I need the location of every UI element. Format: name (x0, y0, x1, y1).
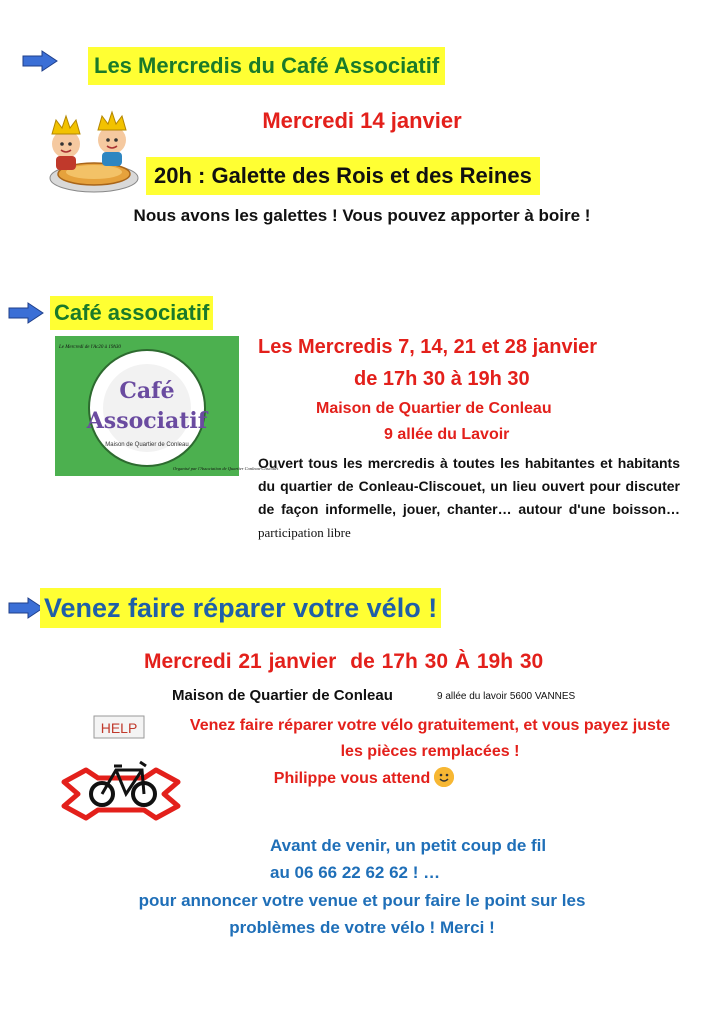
description-text: Ouvert tous les mercredis à toutes les habitantes et habitants du quartier de Conleau-Cliscouet, un lieu ouvert pour discuter de façon informelle, jouer, chanter… autour d'une boisson… (258, 455, 680, 517)
section2-title: Café associatif (50, 296, 213, 330)
section1-event: 20h : Galette des Rois et des Reines (146, 157, 540, 195)
section1-title: Les Mercredis du Café Associatif (88, 47, 445, 85)
section2-place: Maison de Quartier de Conleau (316, 400, 552, 417)
when-day: Mercredi 21 janvier (144, 650, 337, 673)
arrow-right-icon (8, 302, 44, 324)
help-sign-text: HELP (100, 720, 138, 736)
when-hours: de 17h 30 À 19h 30 (350, 650, 544, 673)
description-suffix: participation libre (258, 525, 351, 540)
bike-wrench-help-illustration (58, 712, 184, 828)
section2-dates: Les Mercredis 7, 14, 21 et 28 janvier (258, 336, 598, 358)
section3-call-line3: pour annoncer votre venue et pour faire le point sur les (138, 891, 586, 910)
philippe-text: Philippe vous attend (273, 770, 431, 787)
logo-word1: Café (119, 378, 175, 404)
cafe-associatif-logo-graphic (55, 336, 279, 476)
section3-place: Maison de Quartier de Conleau (172, 687, 393, 704)
logo-subtitle: Maison de Quartier de Conleau (105, 442, 189, 448)
section3-when (144, 650, 543, 674)
cafe-associatif-logo (55, 336, 279, 476)
section3-title: Venez faire réparer votre vélo ! (40, 588, 441, 628)
smiley-icon (434, 767, 454, 787)
arrow-right-icon (22, 50, 58, 72)
section2-street: 9 allée du Lavoir (384, 426, 510, 443)
section3-call-line4: problèmes de votre vélo ! Merci ! (229, 918, 495, 937)
logo-word2: Associatif (86, 408, 208, 434)
section3-philippe (180, 766, 548, 792)
logo-top-text: Le Mercredi de l'Ac20 à 19h30 (59, 345, 121, 350)
section3-call-line1: Avant de venir, un petit coup de fil (270, 836, 547, 855)
arrow-right-icon (8, 597, 44, 619)
section1-note: Nous avons les galettes ! Vous pouvez apporter à boire ! (133, 206, 591, 225)
logo-org: Organisé par l'Association de Quartier Conleau-Cliscouet (173, 466, 279, 471)
section2-hours: de 17h 30 à 19h 30 (354, 368, 530, 390)
section2-description (258, 452, 680, 544)
section1-date: Mercredi 14 janvier (262, 108, 462, 133)
section3-offer: Venez faire réparer votre vélo gratuitement, et vous payez juste les pièces remplacées ! (189, 717, 671, 760)
section3-address: 9 allée du lavoir 5600 VANNES (437, 691, 576, 702)
section3-call-line2: au 06 66 22 62 62 ! … (270, 863, 441, 882)
